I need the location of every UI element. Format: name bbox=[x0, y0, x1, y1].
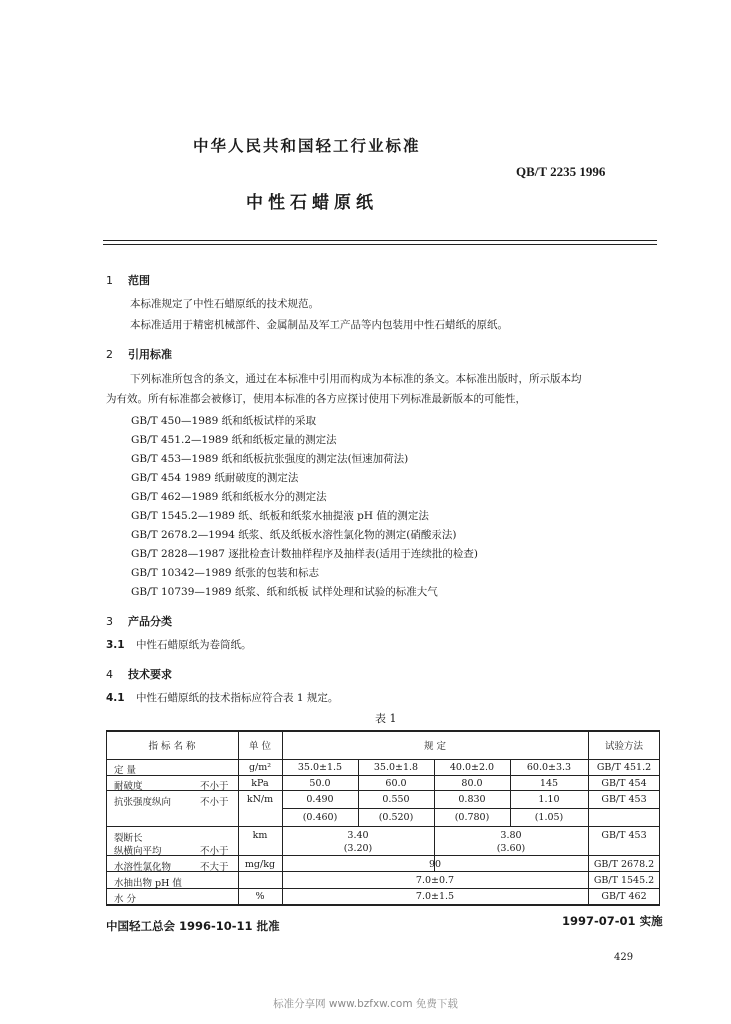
row-burst-value: 50.0 bbox=[309, 778, 331, 789]
row-breaking-value-alt: (3.60) bbox=[496, 843, 526, 854]
reference-item: GB/T 1545.2—1989 纸、纸板和纸浆水抽提液 pH 值的测定法 bbox=[131, 510, 429, 522]
row-burst-condition: 不小于 bbox=[200, 781, 229, 792]
row-grammage-value: 35.0±1.8 bbox=[373, 762, 419, 773]
section-2-intro-line-2: 为有效。所有标准都会被修订，使用本标准的各方应探讨使用下列标准最新版本的可能性， bbox=[106, 393, 526, 405]
row-breaking-value: 3.40 bbox=[347, 830, 369, 841]
row-ph-name: 水抽出物 pH 值 bbox=[114, 878, 182, 889]
row-burst-value: 60.0 bbox=[385, 778, 407, 789]
table-rule bbox=[106, 790, 660, 791]
row-breaking-condition: 不小于 bbox=[200, 846, 229, 857]
row-tensile-unit: kN/m bbox=[246, 794, 274, 805]
row-moisture-method: GB/T 462 bbox=[601, 891, 647, 902]
row-breaking-name: 裂断长 bbox=[114, 833, 143, 844]
row-moisture-value: 7.0±1.5 bbox=[415, 891, 455, 902]
implementation-date: 1997-07-01 实施 bbox=[562, 914, 663, 928]
row-grammage-value: 35.0±1.5 bbox=[297, 762, 343, 773]
row-ph-value: 7.0±0.7 bbox=[415, 875, 455, 886]
issuing-organization: 中华人民共和国轻工行业标准 bbox=[193, 137, 421, 155]
section-1-heading: 1 范围 bbox=[106, 274, 150, 287]
approval-line: 中国轻工总会 1996-10-11 批准 bbox=[106, 919, 280, 933]
row-chloride-value: 90 bbox=[428, 859, 442, 870]
row-ph-method: GB/T 1545.2 bbox=[593, 875, 655, 886]
row-breaking-method: GB/T 453 bbox=[601, 830, 647, 841]
section-1-paragraph-2: 本标准适用于精密机械部件、金属制品及军工产品等内包装用中性石蜡纸的原纸。 bbox=[130, 319, 508, 331]
header-spec: 规 定 bbox=[423, 741, 447, 752]
table-rule bbox=[106, 855, 660, 856]
reference-item: GB/T 10739—1989 纸浆、纸和纸板 试样处理和试验的标准大气 bbox=[131, 586, 438, 598]
row-chloride-name: 水溶性氯化物 bbox=[114, 862, 172, 873]
row-tensile-condition: 不小于 bbox=[200, 797, 229, 808]
row-tensile-value-alt: (1.05) bbox=[534, 812, 564, 823]
reference-item: GB/T 10342—1989 纸张的包装和标志 bbox=[131, 567, 319, 579]
table-rule bbox=[282, 808, 660, 809]
reference-item: GB/T 451.2—1989 纸和纸板定量的测定法 bbox=[131, 434, 337, 446]
table-rule bbox=[106, 759, 660, 760]
table-rule bbox=[106, 826, 660, 827]
spec-table bbox=[106, 730, 660, 906]
table-rule bbox=[238, 730, 239, 906]
row-breaking-name-2: 纵横向平均 bbox=[114, 846, 162, 857]
row-grammage-unit: g/m² bbox=[248, 762, 272, 773]
header-divider-thin bbox=[103, 244, 657, 245]
row-chloride-condition: 不大于 bbox=[200, 862, 229, 873]
row-moisture-unit: % bbox=[255, 891, 265, 902]
row-grammage-value: 60.0±3.3 bbox=[526, 762, 572, 773]
table-rule bbox=[106, 904, 660, 906]
section-2-intro-line-1: 下列标准所包含的条文，通过在本标准中引用而构成为本标准的条文。本标准出版时，所示版本均 bbox=[130, 373, 582, 385]
row-breaking-value-alt: (3.20) bbox=[343, 843, 373, 854]
section-2-heading: 2 引用标准 bbox=[106, 348, 172, 361]
table-rule bbox=[106, 775, 660, 776]
table-caption: 表 1 bbox=[375, 712, 397, 725]
table-rule bbox=[106, 888, 660, 889]
row-grammage-name: 定 量 bbox=[114, 765, 137, 776]
header-unit: 单 位 bbox=[248, 741, 272, 752]
page-number: 429 bbox=[614, 952, 634, 963]
header-item: 指 标 名 称 bbox=[148, 741, 196, 752]
standard-code: QB/T 2235 1996 bbox=[516, 164, 606, 179]
row-burst-name: 耐破度 bbox=[114, 781, 143, 792]
section-3-heading: 3 产品分类 bbox=[106, 615, 172, 628]
reference-item: GB/T 453—1989 纸和纸板抗张强度的测定法(恒速加荷法) bbox=[131, 453, 409, 465]
row-chloride-method: GB/T 2678.2 bbox=[593, 859, 655, 870]
header-method: 试验方法 bbox=[604, 741, 643, 752]
section-3-1: 3.1 中性石蜡原纸为卷筒纸。 bbox=[106, 639, 252, 651]
reference-item: GB/T 2828—1987 逐批检查计数抽样程序及抽样表(适用于连续批的检查) bbox=[131, 548, 478, 560]
table-rule bbox=[106, 730, 107, 906]
row-burst-unit: kPa bbox=[251, 778, 269, 789]
row-tensile-value-alt: (0.520) bbox=[378, 812, 414, 823]
section-4-1: 4.1 中性石蜡原纸的技术指标应符合表 1 规定。 bbox=[106, 692, 339, 704]
row-moisture-name: 水 分 bbox=[114, 894, 137, 905]
table-rule bbox=[106, 730, 660, 732]
row-tensile-value: 0.550 bbox=[382, 794, 410, 805]
reference-item: GB/T 450—1989 纸和纸板试样的采取 bbox=[131, 415, 317, 427]
table-rule bbox=[106, 871, 660, 872]
reference-item: GB/T 454 1989 纸耐破度的测定法 bbox=[131, 472, 299, 484]
watermark: 标准分享网 www.bzfxw.com 免费下载 bbox=[273, 998, 458, 1010]
row-tensile-value: 0.830 bbox=[458, 794, 486, 805]
row-tensile-value: 1.10 bbox=[538, 794, 560, 805]
row-grammage-value: 40.0±2.0 bbox=[449, 762, 495, 773]
row-breaking-value: 3.80 bbox=[500, 830, 522, 841]
row-burst-value: 145 bbox=[539, 778, 559, 789]
row-tensile-method: GB/T 453 bbox=[601, 794, 647, 805]
row-breaking-unit: km bbox=[252, 830, 268, 841]
header-divider bbox=[103, 240, 657, 241]
row-burst-value: 80.0 bbox=[461, 778, 483, 789]
row-chloride-unit: mg/kg bbox=[244, 859, 276, 870]
section-1-paragraph-1: 本标准规定了中性石蜡原纸的技术规范。 bbox=[130, 298, 319, 310]
row-tensile-value-alt: (0.460) bbox=[302, 812, 338, 823]
reference-item: GB/T 462—1989 纸和纸板水分的测定法 bbox=[131, 491, 327, 503]
section-4-heading: 4 技术要求 bbox=[106, 668, 172, 681]
row-tensile-value: 0.490 bbox=[306, 794, 334, 805]
document-title: 中性石蜡原纸 bbox=[246, 193, 378, 213]
row-tensile-name: 抗张强度纵向 bbox=[114, 797, 172, 808]
row-tensile-value-alt: (0.780) bbox=[454, 812, 490, 823]
reference-item: GB/T 2678.2—1994 纸浆、纸及纸板水溶性氯化物的测定(硝酸汞法) bbox=[131, 529, 457, 541]
row-grammage-method: GB/T 451.2 bbox=[596, 762, 652, 773]
row-burst-method: GB/T 454 bbox=[601, 778, 647, 789]
